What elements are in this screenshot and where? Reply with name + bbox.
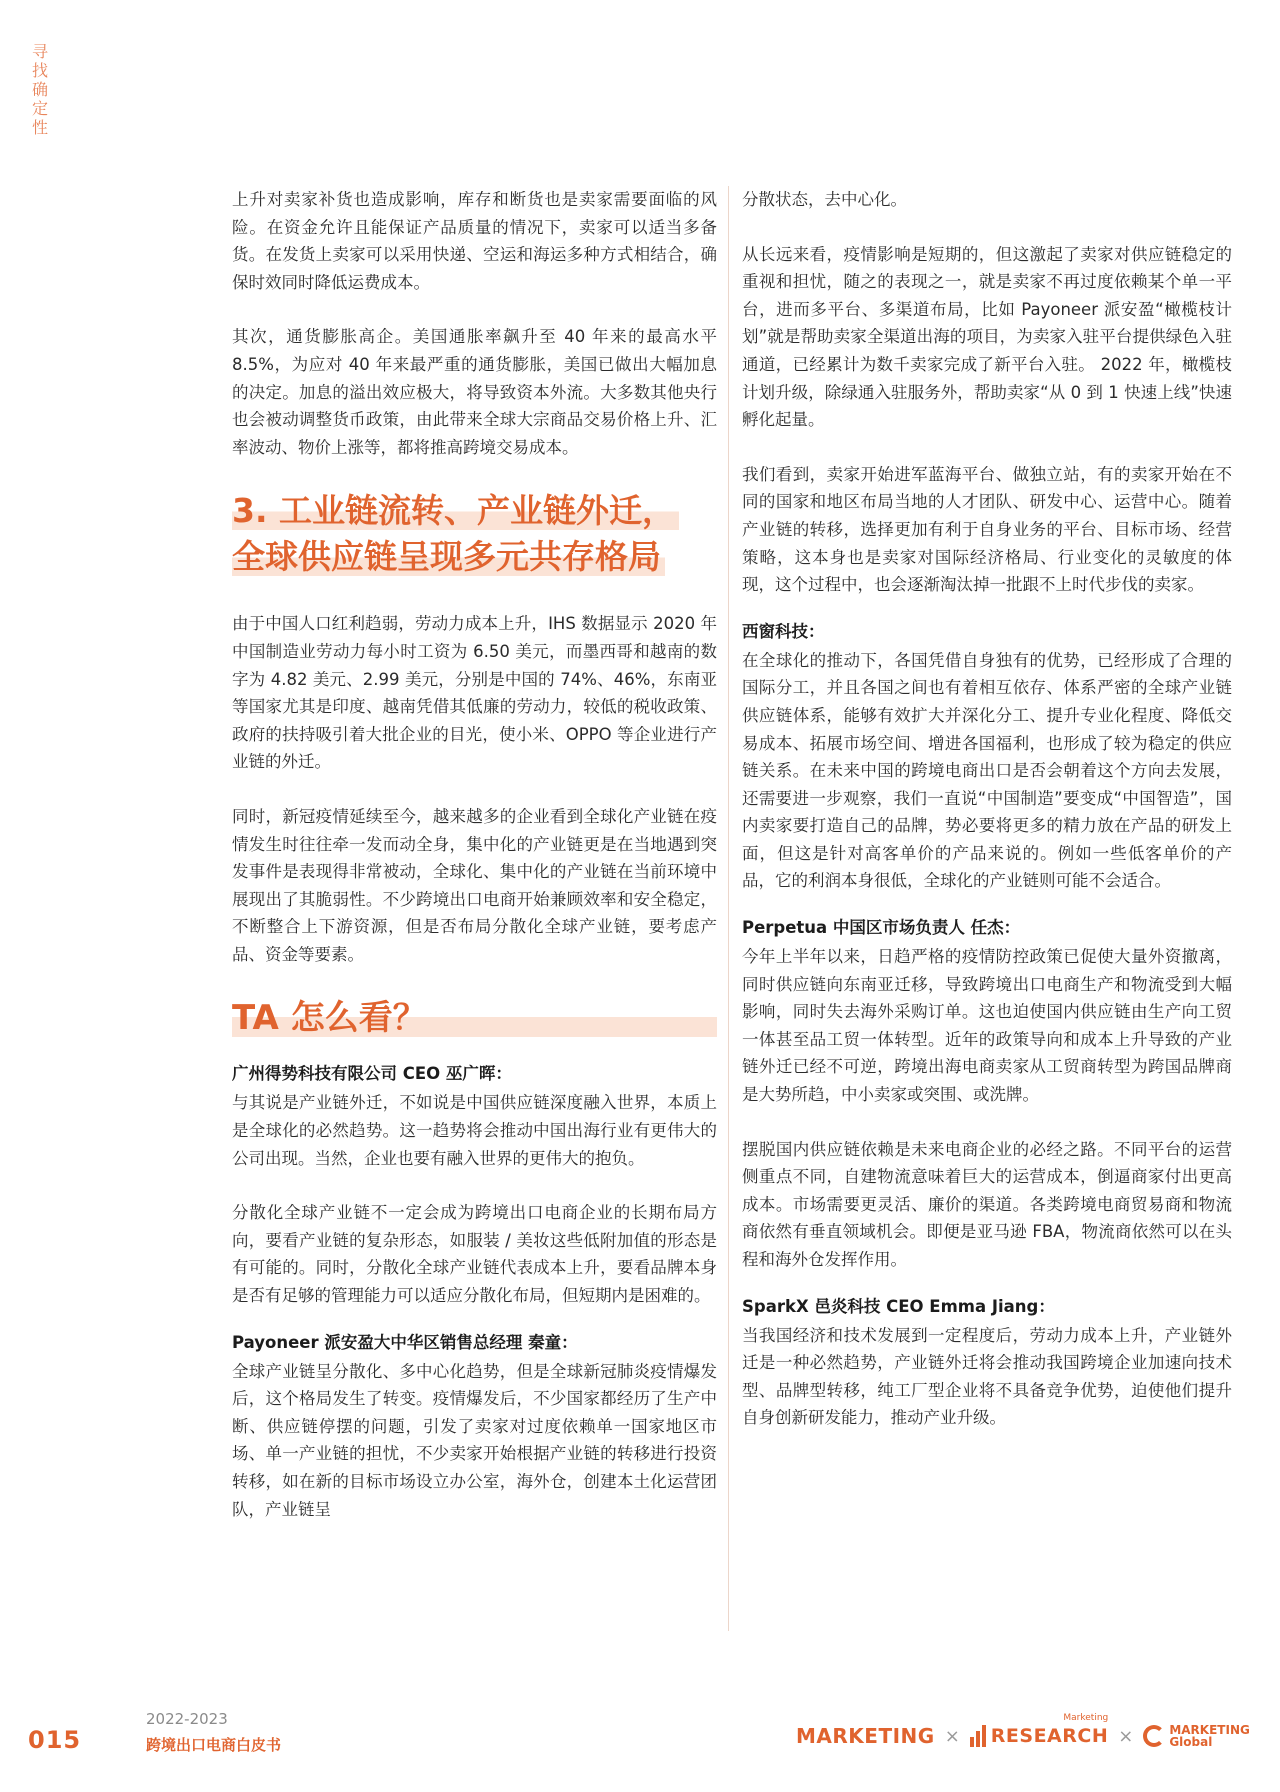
paragraph: 从长远来看，疫情影响是短期的，但这激起了卖家对供应链稳定的重视和担忧，随之的表现之一，就是卖家不再过度依赖某个单一平台，进而多平台、多渠道布局，比如 Payoneer 派安盈“橄榄枝计划”就是帮助卖家全渠道出海的项目，为卖家入驻平台提供绿色入驻通道，已经累计为数千卖家完成了新平台入驻。 2022 年，橄榄枝计划升级，除绿通入驻服务外，帮助卖家“从 0 到 1 快速上线”快速孵化起量。 [742, 244, 1232, 430]
logo-separator: × [944, 1725, 960, 1747]
paragraph: 分散状态，去中心化。 [742, 190, 907, 209]
left-column [232, 186, 717, 1550]
research-logo-text: RESEARCH [990, 1725, 1109, 1747]
global-logo-words [1169, 1724, 1250, 1748]
column-divider [728, 186, 729, 1631]
logo-separator: × [1118, 1725, 1134, 1747]
paragraph: 由于中国人口红利趋弱，劳动力成本上升，IHS 数据显示 2020 年中国制造业劳动力每小时工资为 6.50 美元，而墨西哥和越南的数字为 4.82 美元、2.99 美元，分别是中国的 74%、46%，东南亚等国家尤其是印度、越南凭借其低廉的劳动力，较低的税收政策、政府的扶持吸引着大批企业的目光，使小米、OPPO 等企业进行产业链的外迁。 [232, 614, 717, 772]
paragraph: 摆脱国内供应链依赖是未来电商企业的必经之路。不同平台的运营侧重点不同，自建物流意味着巨大的运营成本，倒逼商家付出更高成本。市场需要更灵活、廉价的渠道。各类跨境电商贸易商和物流商依然有垂直领域机会。即便是亚马逊 FBA，物流商依然可以在头程和海外仓发挥作用。 [742, 1139, 1232, 1269]
side-section-label: 寻找确定性 [31, 42, 48, 137]
marketing-global-logo [1143, 1724, 1250, 1748]
paragraph: 全球产业链呈分散化、多中心化趋势，但是全球新冠肺炎疫情爆发后，这个格局发生了转变。疫情爆发后，不少国家都经历了生产中断、供应链停摆的问题，引发了卖家对过度依赖单一国家地区市场、单一产业链的担忧，不少卖家开始根据产业链的转移进行投资转移，如在新的目标市场设立办公室，海外仓，创建本土化运营团队，产业链呈 [232, 1361, 717, 1519]
marketing-research-logo [970, 1713, 1109, 1747]
paragraph: 在全球化的推动下，各国凭借自身独有的优势，已经形成了合理的国际分工，并且各国之间也有着相互依存、体系严密的全球产业链供应链体系，能够有效扩大并深化分工、提升专业化程度、降低交易成本、拓展市场空间、增进各国福利，也形成了较为稳定的供应链关系。在未来中国的跨境电商出口是否会朝着这个方向去发展，还需要进一步观察，我们一直说“中国制造”要变成“中国智造”，国内卖家要打造自己的品牌，势必要将更多的精力放在产品的研发上面，但这是针对高客单价的产品来说的。例如一些低客单价的产品，它的利润本身很低，全球化的产业链则可能不会适合。 [742, 650, 1232, 891]
footer-year: 2022-2023 [146, 1710, 228, 1728]
section-heading-line-1: 3. 工业链流转、产业链外迁， [232, 491, 679, 530]
global-logo-line-2: Global [1169, 1735, 1213, 1749]
speaker-name: Perpetua 中国区市场负责人 任杰： [742, 918, 1021, 938]
right-column [742, 186, 1232, 1459]
footer-publication-title: 跨境出口电商白皮书 [146, 1736, 282, 1754]
research-logo-small-text: Marketing [1063, 1713, 1109, 1723]
speaker-name: 广州得势科技有限公司 CEO 巫广晖： [232, 1064, 512, 1084]
paragraph: 当我国经济和技术发展到一定程度后，劳动力成本上升，产业链外迁是一种必然趋势，产业链外迁将会推动我国跨境企业加速向技术型、品牌型转移，纯工厂型企业将不具备竞争优势，迫使他们提升自身创新研发能力，推动产业升级。 [742, 1325, 1232, 1428]
ta-heading-text: TA 怎么看？ [232, 998, 427, 1039]
paragraph: 同时，新冠疫情延续至今，越来越多的企业看到全球化产业链在疫情发生时往往牵一发而动全身，集中化的产业链更是在当地遇到突发事件是表现得非常被动，全球化、集中化的产业链在当前环境中展现出了其脆弱性。不少跨境出口电商开始兼顾效率和安全稳定，不断整合上下游资源，但是否布局分散化全球产业链，要考虑产品、资金等要素。 [232, 806, 717, 964]
ta-heading [232, 995, 717, 1041]
paragraph: 我们看到，卖家开始进军蓝海平台、做独立站，有的卖家开始在不同的国家和地区布局当地的人才团队、研发中心、运营中心。随着产业链的转移，选择更加有利于自身业务的平台、目标市场、经营策略，这本身也是卖家对国际经济格局、行业变化的灵敏度的体现，这个过程中，也会逐渐淘汰掉一批跟不上时代步伐的卖家。 [742, 464, 1232, 595]
section-heading [232, 488, 717, 580]
paragraph: 其次，通货膨胀高企。美国通胀率飙升至 40 年来的最高水平 8.5%，为应对 40 年来最严重的通货膨胀，美国已做出大幅加息的决定。加息的溢出效应极大，将导致资本外流。大多数其他央行也会被动调整货币政策，由此带来全球大宗商品交易价格上升、汇率波动、物价上涨等，都将推高跨境交易成本。 [232, 327, 717, 457]
speaker-name: 西窗科技： [742, 621, 825, 641]
speaker-name: SparkX 邑炎科技 CEO Emma Jiang： [742, 1296, 1055, 1316]
page-number: 015 [28, 1726, 82, 1754]
marketing-logo: MARKETING [796, 1724, 935, 1748]
speaker-name: Payoneer 派安盈大中华区销售总经理 秦童： [232, 1332, 578, 1352]
global-logo-line-1: MARKETING [1169, 1723, 1250, 1737]
paragraph: 分散化全球产业链不一定会成为跨境出口电商企业的长期布局方向，要看产业链的复杂形态，如服装 / 美妆这些低附加值的形态是有可能的。同时，分散化全球产业链代表成本上升，要看品牌本身是否有足够的管理能力可以适应分散化布局，但短期内是困难的。 [232, 1203, 717, 1306]
paragraph: 上升对卖家补货也造成影响，库存和断货也是卖家需要面临的风险。在资金允许且能保证产品质量的情况下，卖家可以适当多备货。在发货上卖家可以采用快递、空运和海运多种方式相结合，确保时效同时降低运费成本。 [232, 190, 717, 292]
page-footer [0, 1700, 1280, 1770]
paragraph: 与其说是产业链外迁，不如说是中国供应链深度融入世界，本质上是全球化的必然趋势。这一趋势将会推动中国出海行业有更伟大的公司出现。当然，企业也要有融入世界的更伟大的抱负。 [232, 1093, 717, 1168]
paragraph: 今年上半年以来，日趋严格的疫情防控政策已促使大量外资撤离，同时供应链向东南亚迁移，导致跨境出口电商生产和物流受到大幅影响，同时失去海外采购订单。这也迫使国内供应链由生产向工贸一体甚至品工贸一体转型。近年的政策导向和成本上升导致的产业链外迁已经不可逆，跨境出海电商卖家从工贸商转型为跨国品牌商是大势所趋，中小卖家或突围、或洗牌。 [742, 947, 1232, 1105]
ring-icon [1143, 1725, 1165, 1747]
partner-logos [796, 1713, 1250, 1754]
section-heading-line-2: 全球供应链呈现多元共存格局 [232, 537, 665, 576]
bars-icon [970, 1725, 988, 1747]
